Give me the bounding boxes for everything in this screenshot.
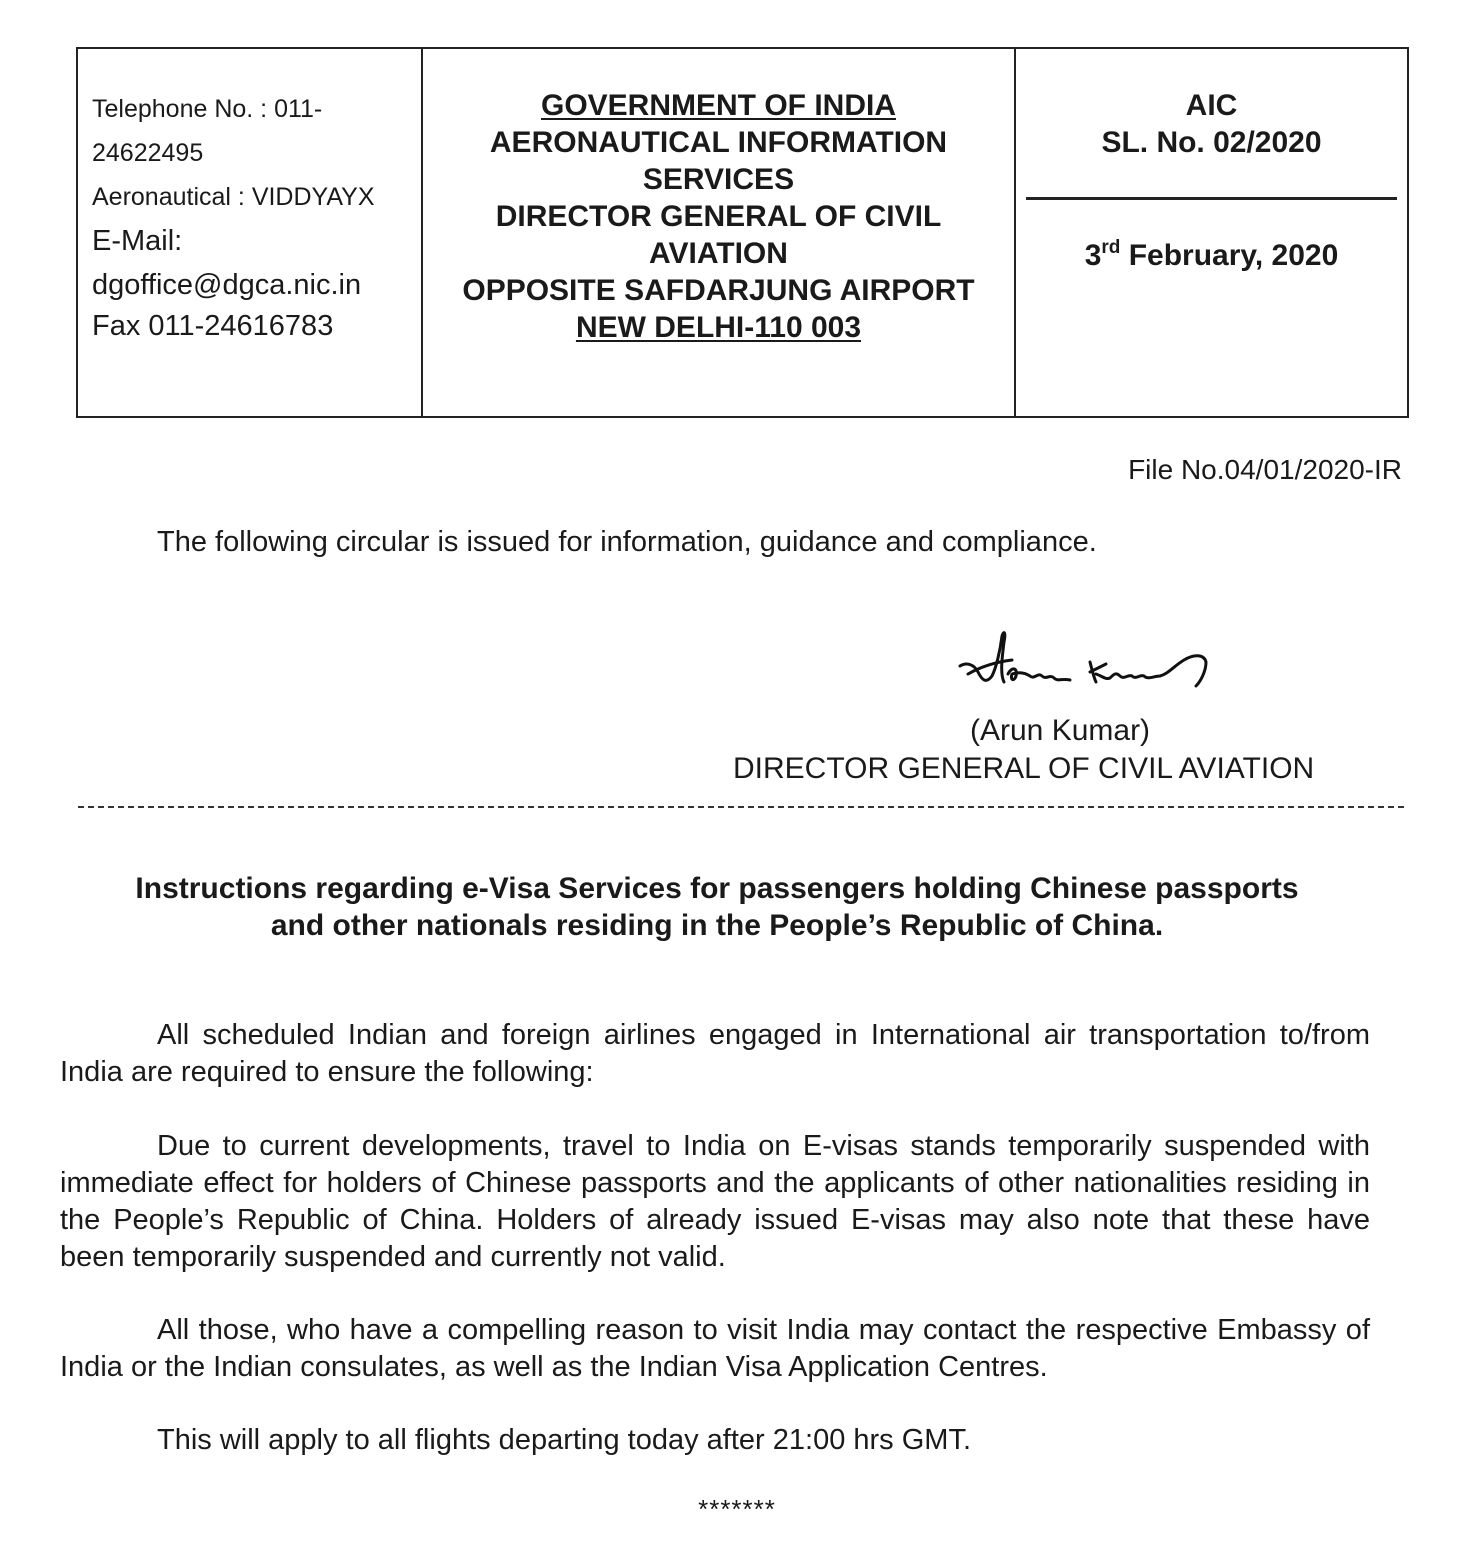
- circular-date: [1016, 237, 1407, 273]
- intro-text: The following circular is issued for information, guidance and compliance.: [157, 526, 1097, 558]
- office-cell: [423, 49, 1016, 416]
- fax-number: Fax 011-24616783: [92, 310, 334, 342]
- signatory-name: (Arun Kumar): [970, 714, 1151, 747]
- circular-heading: [40, 870, 1394, 944]
- circular-cell: [1016, 49, 1407, 416]
- aic-label: AIC: [1185, 89, 1238, 122]
- paragraph-suspension: Due to current developments, travel to India on E-visas stands temporarily suspended with immediate effect for holders of Chinese passports and the applicants of other nationalities residing in the People’s Republic of China. Holders of already issued E-visas may also note that these have been temporarily suspended and currently not valid.: [60, 1130, 1370, 1273]
- dashed-separator: [78, 806, 1404, 808]
- office-line-4: DIRECTOR GENERAL OF CIVIL: [495, 200, 942, 233]
- date-suffix: rd: [1101, 237, 1121, 258]
- office-line-2: AERONAUTICAL INFORMATION: [489, 126, 948, 159]
- circular-divider: [1026, 197, 1397, 200]
- email-address: dgoffice@dgca.nic.in: [92, 269, 362, 301]
- telephone-number: 24622495: [92, 139, 204, 167]
- serial-number: SL. No. 02/2020: [1101, 126, 1322, 159]
- heading-line-2: and other nationals residing in the People’s Republic of China.: [270, 909, 1164, 942]
- paragraph-contact: All those, who have a compelling reason to visit India may contact the respective Embassy of India or the Indian consulates, as well as the Indian Visa Application Centres.: [60, 1314, 1370, 1383]
- signature-image: [948, 622, 1228, 702]
- office-line-7: NEW DELHI-110 003: [575, 311, 862, 344]
- telephone-label: Telephone No. : 011-: [92, 95, 323, 123]
- paragraph-airlines: All scheduled Indian and foreign airlines engaged in International air transportation to/from India are required to ensure the following:: [60, 1019, 1370, 1088]
- header-table: [76, 47, 1409, 418]
- end-marker: *******: [698, 1494, 776, 1524]
- contact-cell: [78, 49, 423, 416]
- date-day: 3: [1084, 239, 1102, 272]
- office-line-3: SERVICES: [642, 163, 795, 196]
- date-rest: February, 2020: [1120, 239, 1339, 272]
- email-label: E-Mail:: [92, 225, 183, 257]
- office-line-5: AVIATION: [649, 237, 788, 270]
- signatory-title: DIRECTOR GENERAL OF CIVIL AVIATION: [733, 752, 1315, 785]
- paragraph-applicability: This will apply to all flights departing today after 21:00 hrs GMT.: [157, 1424, 971, 1456]
- heading-line-1: Instructions regarding e-Visa Services for passengers holding Chinese passports: [135, 872, 1299, 905]
- file-number: File No.04/01/2020-IR: [1128, 454, 1402, 485]
- aeronautical-code: Aeronautical : VIDDYAYX: [92, 183, 375, 211]
- office-line-1: GOVERNMENT OF INDIA: [540, 89, 896, 122]
- office-line-6: OPPOSITE SAFDARJUNG AIRPORT: [462, 274, 975, 307]
